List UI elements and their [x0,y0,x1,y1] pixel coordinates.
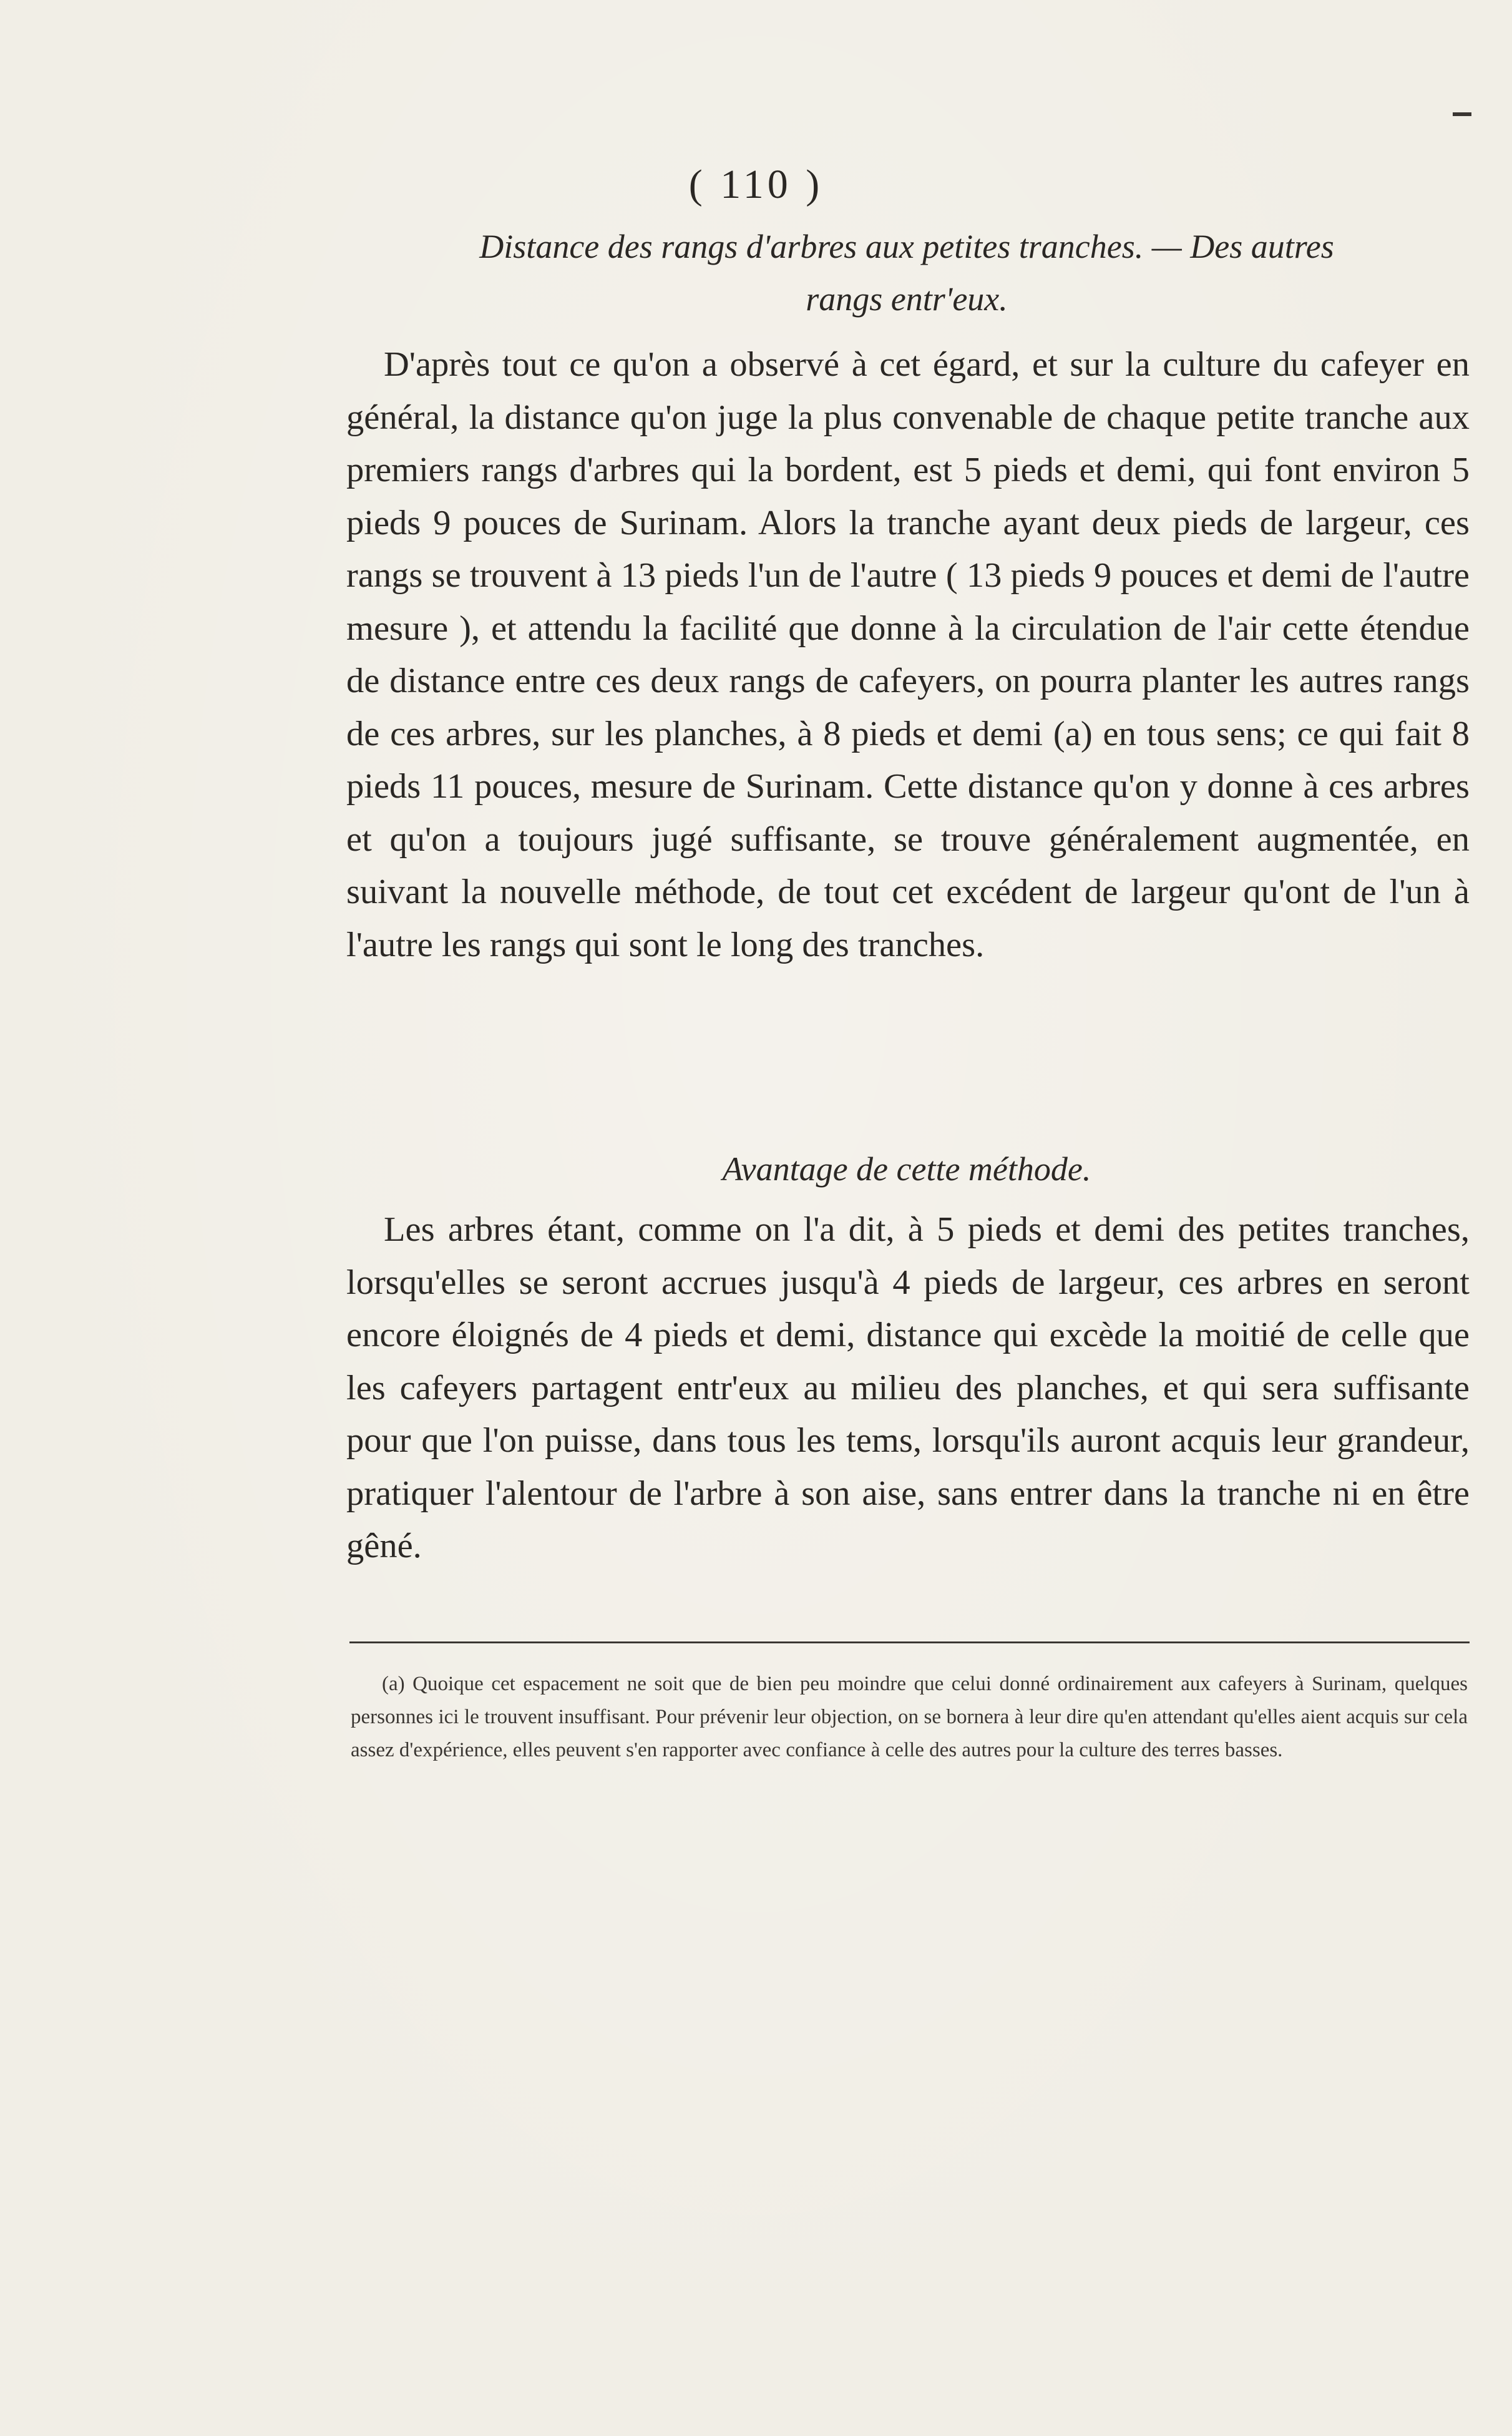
body-paragraph-2: Les arbres étant, comme on l'a dit, à 5 pieds et demi des petites tranches, lorsqu'elles se seront accrues jusqu'à 4 pieds de largeur, ces arbres en seront encore éloignés de 4 pieds et demi, distance qui excède la moitié de celle que les cafeyers partagent entr'eux au milieu des planches, et qui sera suffisante pour que l'on puisse, dans tous les tems, lorsqu'ils auront acquis leur grandeur, pratiquer l'alentour de l'arbre à son aise, sans entrer dans la tranche ni en être gêné. [346,1210,1470,1565]
subheading: Avantage de cette méthode. [722,1150,1091,1188]
section-heading-line-2: rangs entr'eux. [806,280,1008,318]
margin-mark [1453,112,1471,116]
section-heading-line-1: Distance des rangs d'arbres aux petites tranches. — Des autres [479,228,1334,265]
body-paragraph-1: D'après tout ce qu'on a observé à cet égard, et sur la culture du cafeyer en général, la distance qu'on juge la plus convenable de chaque petite tranche aux premiers rangs d'arbres qui la bordent, est 5 pieds et demi, qui font environ 5 pieds 9 pouces de Surinam. Alors la tranche ayant deux pieds de largeur, ces rangs se trouvent à 13 pieds l'un de l'autre ( 13 pieds 9 pouces et demi de l'autre mesure ), et attendu la facilité que donne à la circulation de l'air cette étendue de distance entre ces deux rangs de cafeyers, on pourra planter les autres rangs de ces arbres, sur les planches, à 8 pieds et demi (a) en tous sens; ce qui fait 8 pieds 11 pouces, mesure de Surinam. Cette distance qu'on y donne à ces arbres et qu'on a toujours jugé suffisante, se trouve généralement augmentée, en suivant la nouvelle méthode, de tout cet excédent de largeur qu'ont de l'un à l'autre les rangs qui sont le long des tranches. [346,345,1470,964]
footnote: (a) Quoique cet espacement ne soit que de bien peu moindre que celui donné ordinairement aux cafeyers à Surinam, quelques personnes ici le trouvent insuffisant. Pour prévenir leur objection, on se bornera à leur dire qu'en attendant qu'elles aient acquis sur cela assez d'expérience, elles peuvent s'en rapporter avec confiance à celle des autres pour la culture des terres basses. [351,1673,1468,1761]
page-number: ( 110 ) [688,162,824,207]
footnote-divider [349,1641,1470,1643]
